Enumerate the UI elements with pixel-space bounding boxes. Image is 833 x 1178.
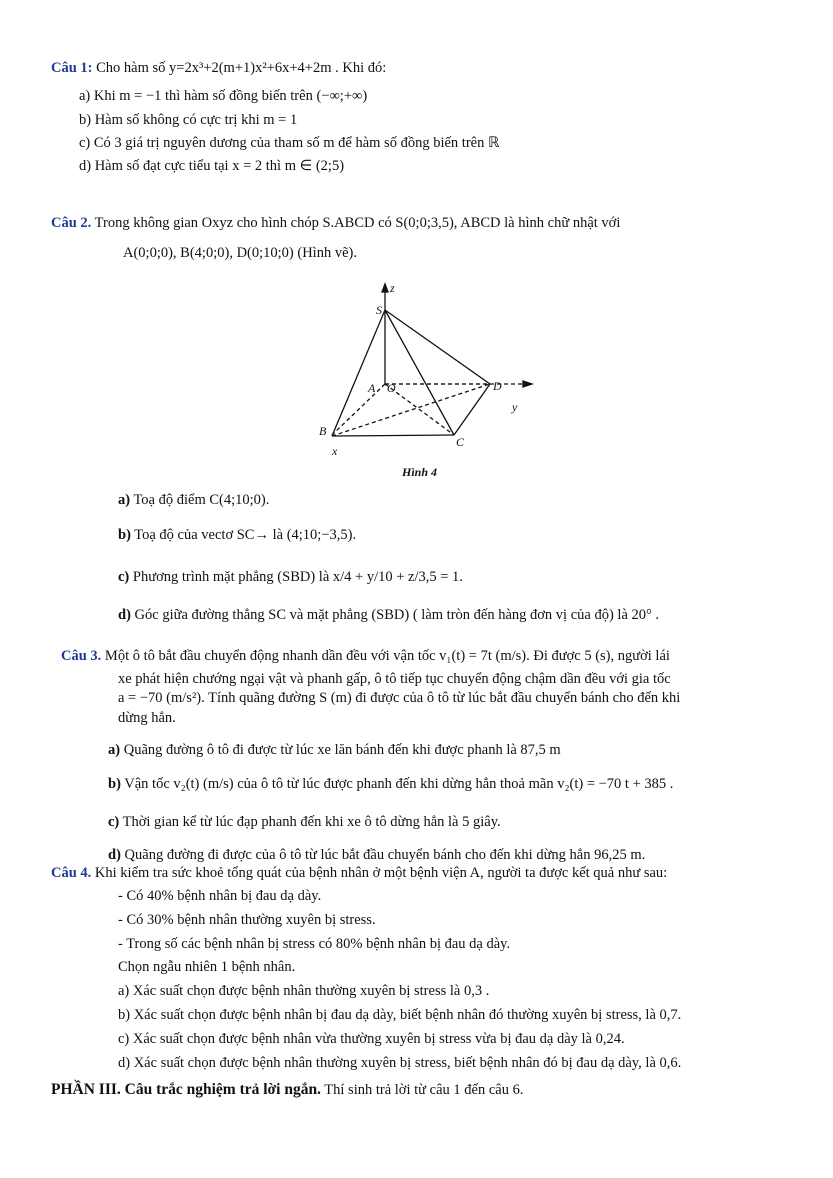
question-3-c-label: c) <box>108 814 120 830</box>
question-4-stem <box>51 864 667 882</box>
question-2-d-text: Góc giữa đường thẳng SC và mặt phẳng (SBD) ( làm tròn đến hàng đơn vị của độ) là 20° . <box>130 607 660 623</box>
question-4-instruction: Chọn ngẫu nhiên 1 bệnh nhân. <box>118 959 296 975</box>
question-3-b-label: b) <box>108 776 121 792</box>
question-2-c-text: Phương trình mặt phẳng (SBD) là x/4 + y/10 + z/3,5 = 1. <box>129 569 463 585</box>
question-2-stem-line2: A(0;0;0), B(4;0;0), D(0;10;0) (Hình vẽ). <box>123 245 357 261</box>
edge-SD <box>385 310 490 384</box>
question-3-c-text: Thời gian kể từ lúc đạp phanh đến khi xe ô tô dừng hẳn là 5 giây. <box>119 814 501 830</box>
question-2-text: Trong không gian Oxyz cho hình chóp S.ABCD có S(0;0;3,5), ABCD là hình chữ nhật với <box>91 215 621 231</box>
question-1-option-d: d) Hàm số đạt cực tiểu tại x = 2 thì m ∈ (2;5) <box>79 158 345 174</box>
question-3-a-text: Quãng đường ô tô đi được từ lúc xe lăn bánh đến khi được phanh là 87,5 m <box>120 742 561 758</box>
question-1-option-a: a) Khi m = −1 thì hàm số đồng biến trên (−∞;+∞) <box>79 88 368 104</box>
z-axis-arrow <box>382 284 388 292</box>
question-4-fact-3: - Trong số các bệnh nhân bị stress có 80% bệnh nhân bị đau dạ dày. <box>118 936 511 952</box>
question-2-label: Câu 2. <box>51 215 92 231</box>
question-3-label: Câu 3. <box>61 648 102 664</box>
question-2-c-label: c) <box>118 569 130 585</box>
question-2-b-text: Toạ độ của vectơ SC→ là (4;10;−3,5). <box>130 527 357 543</box>
question-3-d-text: Quãng đường đi được của ô tô từ lúc bắt đầu chuyển bánh cho đến khi dừng hẳn 96,25 m. <box>120 847 646 863</box>
label-B: B <box>319 424 327 438</box>
question-3-a-label: a) <box>108 742 121 758</box>
question-3-option-a <box>108 741 561 759</box>
question-2-b-label: b) <box>118 527 131 543</box>
edge-BD <box>332 384 490 436</box>
part-3-heading <box>51 1081 523 1099</box>
question-3-b-text: Vận tốc v₂(t) (m/s) của ô tô từ lúc được phanh đến khi dừng hẳn thoả mãn v₂(t) = −70 t + 385 . <box>120 776 674 792</box>
label-x: x <box>332 444 338 458</box>
label-S: S <box>376 303 382 317</box>
question-2-option-a <box>118 491 269 509</box>
question-2-option-c <box>118 568 463 586</box>
question-4-label: Câu 4. <box>51 865 92 881</box>
question-3-option-c <box>108 813 501 831</box>
label-A: A <box>368 381 376 395</box>
question-2-option-b <box>118 526 356 544</box>
edge-BC <box>332 435 454 436</box>
question-1-option-b: b) Hàm số không có cực trị khi m = 1 <box>79 112 298 128</box>
part-3-instruction: Thí sinh trả lời từ câu 1 đến câu 6. <box>320 1082 524 1098</box>
question-2-a-label: a) <box>118 492 131 508</box>
question-1-text: Cho hàm số y=2x³+2(m+1)x²+6x+4+2m . Khi đó: <box>92 60 387 76</box>
edge-CD <box>454 384 490 435</box>
part-3-title: PHẦN III. Câu trắc nghiệm trả lời ngắn. <box>51 1081 321 1098</box>
question-4-fact-1: - Có 40% bệnh nhân bị đau dạ dày. <box>118 888 322 904</box>
question-3-stem-line2: xe phát hiện chướng ngại vật và phanh gấp, ô tô tiếp tục chuyển động chậm dần đều với gia tốc <box>118 671 671 687</box>
x-axis <box>332 384 385 435</box>
label-z: z <box>390 281 395 295</box>
edge-SC <box>385 310 454 435</box>
question-2-option-d <box>118 606 659 624</box>
question-3-d-label: d) <box>108 847 121 863</box>
question-4-option-d: d) Xác suất chọn được bệnh nhân thường xuyên bị stress, biết bệnh nhân đó bị đau dạ dày, là 0,6. <box>118 1055 682 1071</box>
y-axis-arrow <box>523 381 532 387</box>
pyramid-figure <box>310 280 540 480</box>
question-3-option-b <box>108 775 673 793</box>
question-4-option-b: b) Xác suất chọn được bệnh nhân bị đau dạ dày, biết bệnh nhân đó thường xuyên bị stress, là 0,7. <box>118 1007 682 1023</box>
question-3-stem-line4: dừng hẳn. <box>118 710 176 726</box>
question-4-option-a: a) Xác suất chọn được bệnh nhân thường xuyên bị stress là 0,3 . <box>118 983 490 999</box>
question-3-stem-line3: a = −70 (m/s²). Tính quãng đường S (m) đi được của ô tô từ lúc bắt đầu chuyển bánh cho đến khi <box>118 690 681 706</box>
question-4-fact-2: - Có 30% bệnh nhân thường xuyên bị stress. <box>118 912 376 928</box>
question-3-stem <box>61 647 670 665</box>
question-1-label: Câu 1: <box>51 60 93 76</box>
question-4-text: Khi kiểm tra sức khoẻ tổng quát của bệnh nhân ở một bệnh viện A, người ta được kết quả như sau: <box>91 865 668 881</box>
question-1-stem <box>51 59 386 77</box>
question-2-a-text: Toạ độ điểm C(4;10;0). <box>130 492 270 508</box>
figure-caption: Hình 4 <box>402 465 438 479</box>
question-2-d-label: d) <box>118 607 131 623</box>
label-D: D <box>493 379 502 393</box>
label-y: y <box>512 400 518 414</box>
question-2-stem <box>51 214 620 232</box>
edge-SB <box>332 310 385 436</box>
question-3-text: Một ô tô bắt đầu chuyển động nhanh dần đều với vận tốc v₁(t) = 7t (m/s). Đi được 5 (s), người lái <box>101 648 670 664</box>
label-O: O <box>387 381 396 395</box>
question-1-option-c: c) Có 3 giá trị nguyên dương của tham số m để hàm số đồng biến trên ℝ <box>79 135 500 151</box>
question-4-option-c: c) Xác suất chọn được bệnh nhân vừa thường xuyên bị stress vừa bị đau dạ dày là 0,24. <box>118 1031 625 1047</box>
question-3-option-d <box>108 846 645 864</box>
label-C: C <box>456 435 465 449</box>
